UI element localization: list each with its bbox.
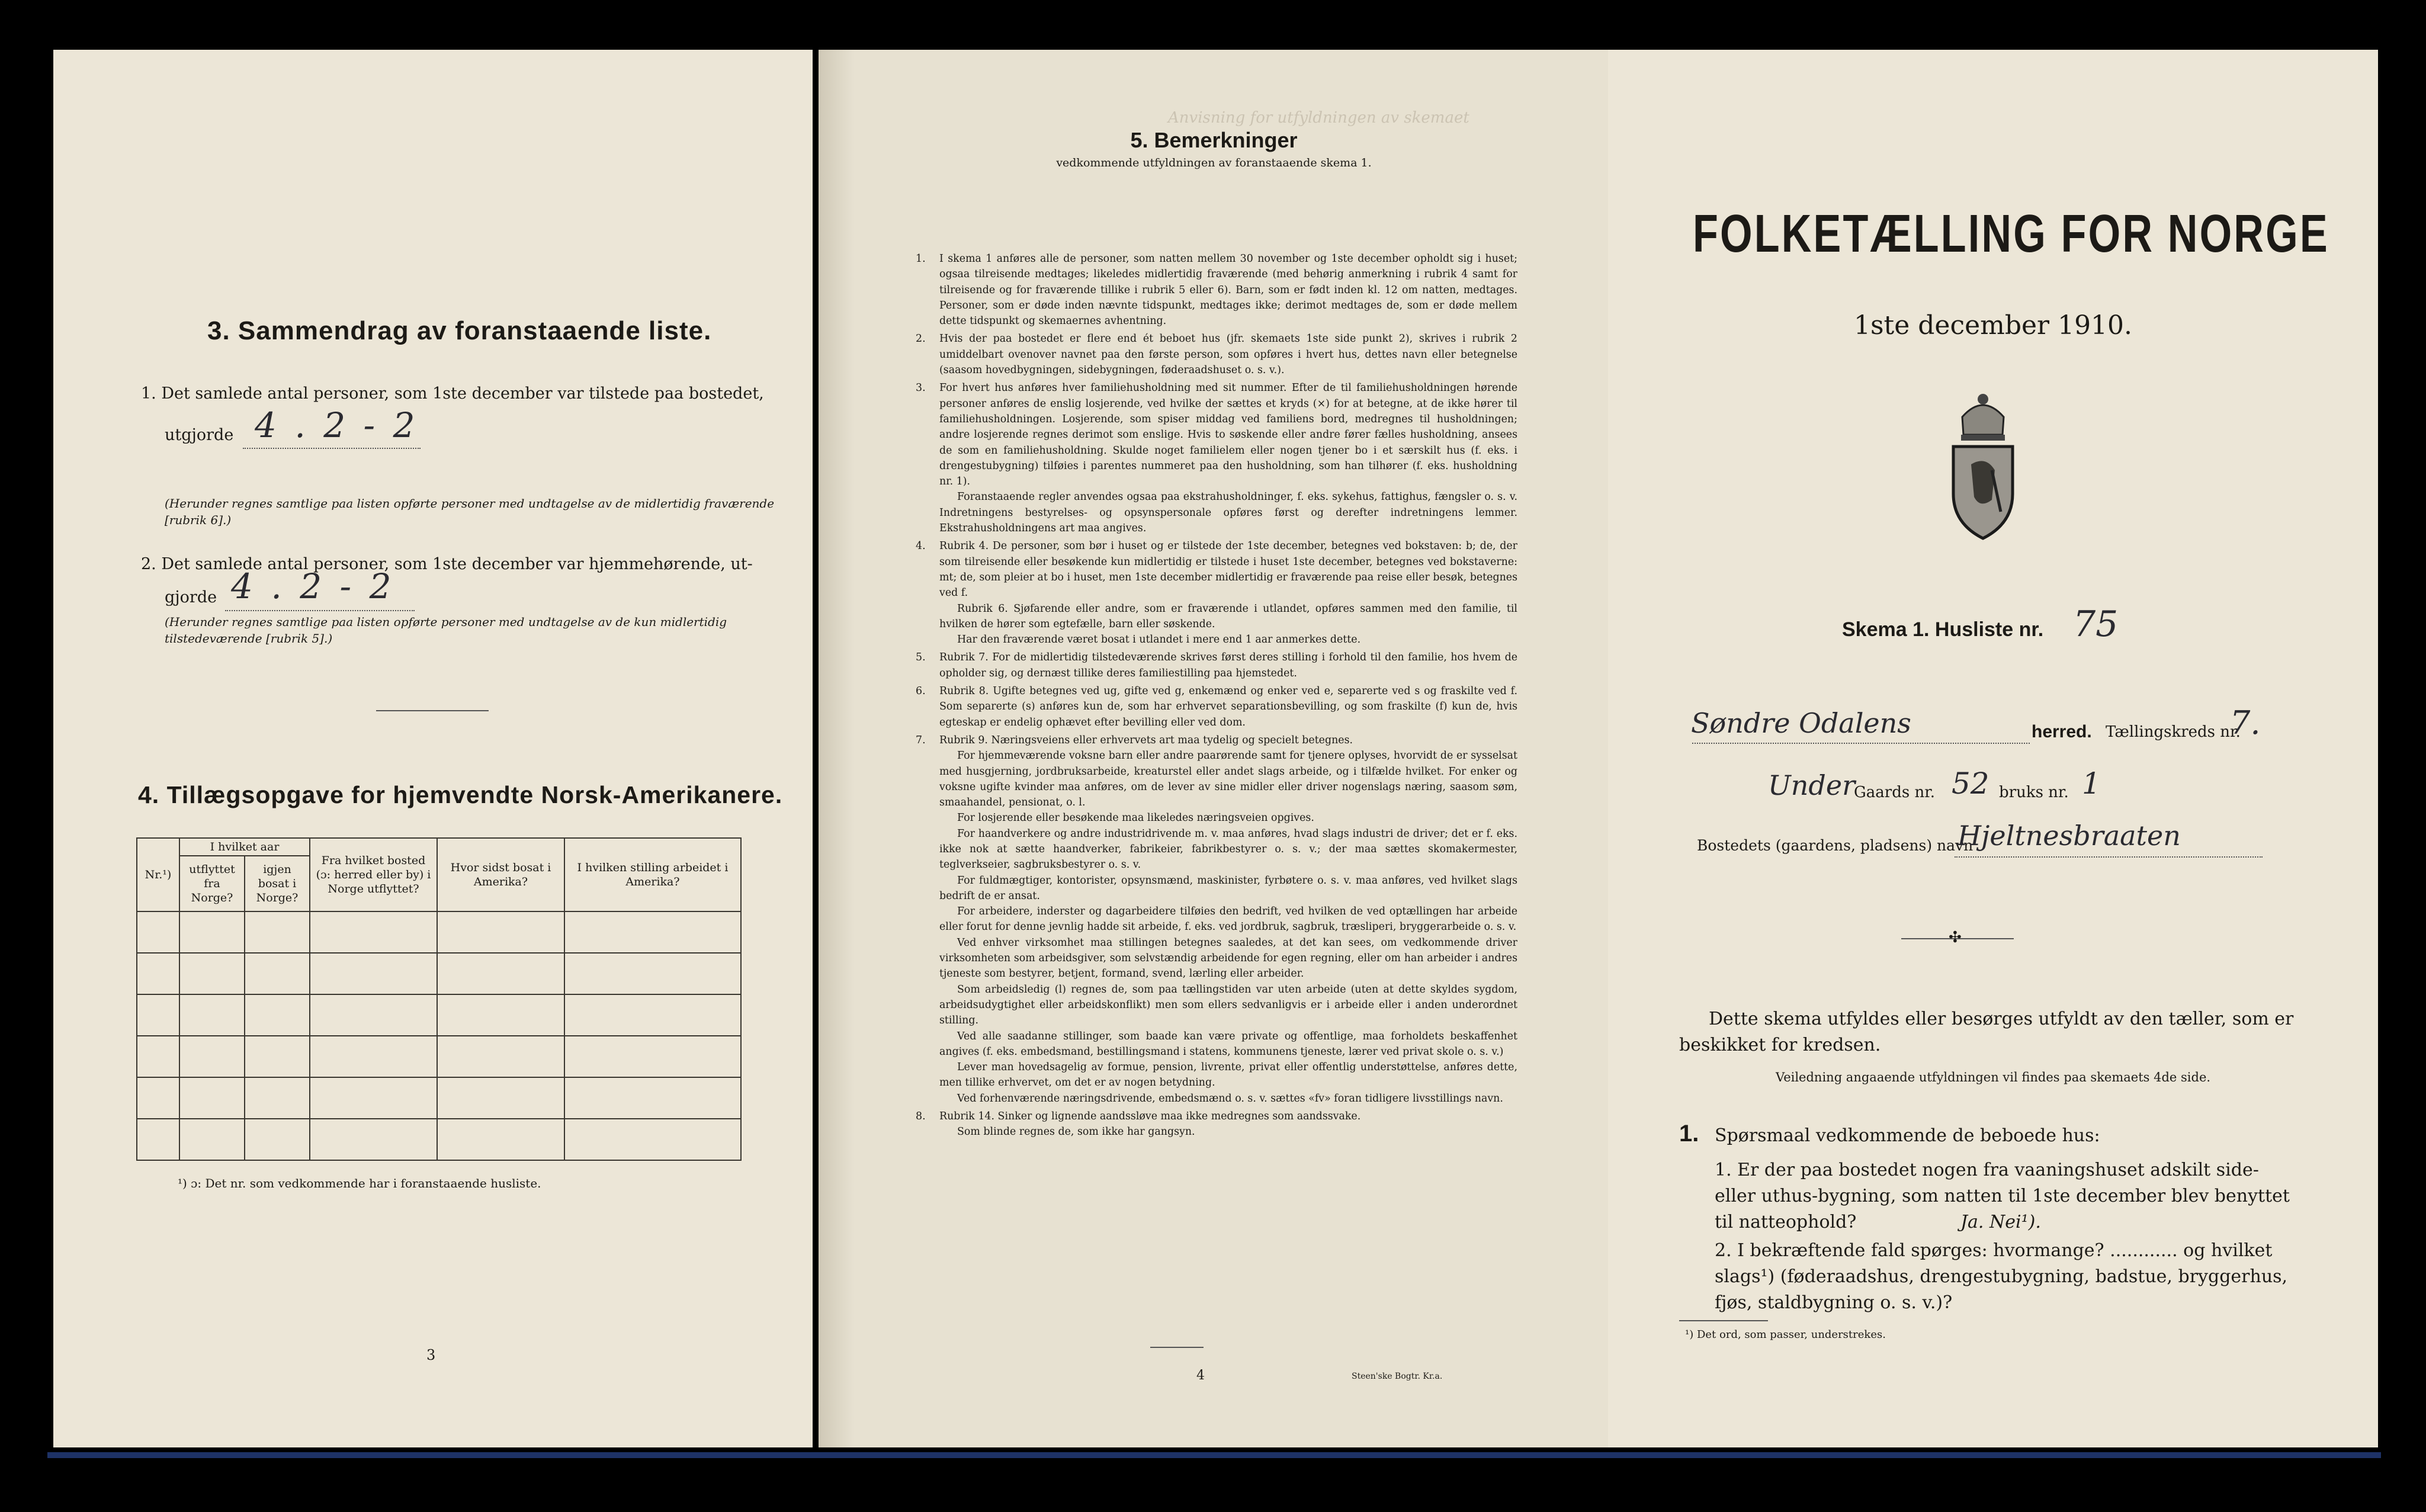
form-footnote: ¹) Det ord, som passer, understrekes. [1685, 1328, 1886, 1341]
page-number: 4 [1196, 1368, 1205, 1383]
summary-item-2: 2. Det samlede antal personer, som 1ste december var hjemmehørende, ut- [141, 555, 753, 573]
question-1: 1. Er der paa bostedet nogen fra vaaningshuset adskilt side- eller uthus-bygning, som natten til 1ste december blev benyttet til natteophold? [1715, 1160, 2290, 1232]
form-date: 1ste december 1910. [1853, 310, 2133, 341]
note-number: 5. [916, 651, 926, 664]
intro-text: Dette skema utfyldes eller besørges utfyldt av den tæller, som er beskikket for kredsen. [1679, 1009, 2294, 1055]
table-row [137, 1077, 741, 1119]
note-paragraph: I skema 1 anføres alle de personer, som natten mellem 30 november og 1ste december opholdt sig i huset; ogsaa tilreisende medtages; likeledes midlertidig fraværende (med behørig anmerkning i rubrik 4 samt for tilreisende og for fraværende tillike i rubrik 5 eller 6). Barn, som er født inden kl. 12 om natten, medtages. Personer, som er døde inden nævnte tidspunkt, medtages ikke; derimot medtages de, som er døde mellem dette tidspunkt og skemaernes avhentning. [939, 253, 1517, 328]
printer-mark: Steen'ske Bogtr. Kr.a. [1352, 1372, 1443, 1381]
divider [1679, 1320, 1768, 1321]
note-item [913, 538, 1517, 647]
bosted-label: Bostedets (gaardens, pladsens) navn [1697, 837, 1973, 854]
summary-item-2-label: gjorde [165, 588, 217, 606]
table-row [137, 994, 741, 1036]
note-paragraph: For fuldmægtiger, kontorister, opsynsmænd, maskinister, fyrbøtere o. s. v. maa anføres, ved hvilket slags bedrift de er ansat. [939, 874, 1517, 902]
note-paragraph: Som blinde regnes de, som ikke har gangsyn. [957, 1126, 1195, 1138]
note-paragraph: Lever man hovedsagelig av formue, pension, livrente, privat eller offentlig understøttelse, anføres dette, men tillike erhvervet, om det er av nogen betydning. [939, 1061, 1517, 1089]
summary-item-1-value[interactable]: 4 . 2 - 2 [255, 405, 419, 445]
notes-list [913, 251, 1517, 1142]
note-paragraph: Ved alle saadanne stillinger, som baade kan være private og offentlige, maa forholdets beskaffenhet angives (f. eks. embedsmand, bestillingsmand i statens, kommunens tjeneste, lærer ved privat skole o. s. v.) [939, 1030, 1517, 1058]
divider [376, 710, 489, 711]
note-paragraph: Rubrik 9. Næringsveiens eller erhvervets art maa tydelig og specielt betegnes. [939, 734, 1353, 746]
table-row [137, 1036, 741, 1077]
note-paragraph: Rubrik 7. For de midlertidig tilstedeværende skrives først deres stilling i forhold til den familie, hos hvem de opholder sig, og dernæst tillike deres familiestilling paa hjemstedet. [939, 651, 1517, 679]
note-paragraph: Som arbeidsledig (l) regnes de, som paa tællingstiden var uten arbeide (uten at dette skyldes sygdom, arbeidsudygtighet eller arbeidskonflikt) men som ellers sedvanligvis er i arbeide eller i anden underordnet stilling. [939, 983, 1517, 1027]
note-paragraph: For haandverkere og andre industridrivende m. v. maa anføres, hvad slags industri de driver; det er f. eks. ikke nok at sætte haandverker, fabrikeier, fabrikbestyrer o. s. v.; der maa sættes skomakermester, teglverkseier, sagbruksbestyrer o. s. v. [939, 827, 1517, 871]
note-paragraph: Ved forhenværende næringsdrivende, embedsmænd o. s. v. sættes «fv» foran tidligere livsstillings navn. [957, 1092, 1503, 1105]
herred-value[interactable]: Søndre Odalens [1691, 707, 1911, 739]
fold-shadow [819, 50, 854, 1447]
summary-item-1-label: utgjorde [165, 426, 234, 444]
question-1-answer[interactable]: Ja. Nei¹). [1960, 1212, 2041, 1232]
section-4-title: 4. Tillægsopgave for hjemvendte Norsk-Amerikanere. [138, 781, 783, 808]
note-paragraph: Foranstaaende regler anvendes ogsaa paa ekstrahusholdninger, f. eks. sykehus, fattighus, fængsler o. s. v. Indretningens bestyrelses- og opsynspersonale opføres først og derefter indretningens lemmer. Ekstrahusholdningens art maa angives. [939, 491, 1517, 535]
page-number: 3 [426, 1347, 436, 1363]
norsk-amerikaner-table [136, 837, 742, 1161]
note-item [913, 380, 1517, 536]
note-paragraph: Rubrik 6. Sjøfarende eller andre, som er fraværende i utlandet, opføres sammen med den familie, til hvilken de hører som egtefælle, barn eller søskende. [939, 602, 1517, 630]
skema-label: Skema 1. Husliste nr. [1842, 618, 2044, 641]
note-paragraph: For arbeidere, inderster og dagarbeidere tilføies den bedrift, ved hvilken de ved optællingen har arbeide eller forut for denne jevnlig hadde sit arbeide, f. eks. ved jordbruk, sagbruk, træsliperi, bryggerarbeide o. s. v. [939, 906, 1517, 933]
notes-title: 5. Bemerkninger [1130, 128, 1298, 152]
col-fra: Fra hvilket bosted (ɔ: herred eller by) i Norge utflyttet? [310, 838, 437, 911]
coat-of-arms-icon [1944, 381, 2021, 544]
note-paragraph: Rubrik 4. De personer, som bør i huset og er tilstede der 1ste december, betegnes ved bokstaven: b; de, der som tilreisende eller besøkende kun midlertidig er tilstede i huset 1ste december, betegnes ved bokstaverne: mt; de, som pleier at bo i huset, men 1ste december midlertidig er fraværende paa reise eller besøk, betegnes ved f. [939, 540, 1517, 599]
note-number: 7. [916, 734, 926, 746]
note-paragraph: For hjemmeværende voksne barn eller andre paarørende samt for tjenere oplyses, hvorvidt de er sysselsat med husgjerning, jordbruksarbeide, kreaturstel eller andet slags arbeide, og i tilfælde hvilket. For enker og voksne ugifte kvinder maa anføres, om de lever av sine midler eller driver nogenslags næring, saasom søm, smaahandel, pensionat, o. l. [939, 750, 1517, 809]
summary-item-1: 1. Det samlede antal personer, som 1ste december var tilstede paa bostedet, [141, 384, 764, 403]
note-number: 6. [916, 685, 926, 698]
note-paragraph: Ved enhver virksomhet maa stillingen betegnes saaledes, at det kan sees, om vedkommende driver virksomheten som arbeidsgiver, som selvstændig arbeidende for egen regning, eller om han arbeider i andres tjeneste som bestyrer, betjent, formand, svend, lærling eller arbeider. [939, 936, 1517, 980]
col-group-year: I hvilket aar [179, 838, 310, 856]
gaards-value[interactable]: 52 [1952, 766, 1989, 801]
bruks-label: bruks nr. [1999, 784, 2069, 801]
kreds-label: Tællingskreds nr. [2106, 723, 2241, 741]
summary-item-2-note: (Herunder regnes samtlige paa listen opførte personer med undtagelse av de kun midlertidig tilstedeværende [rubrik 5].) [165, 615, 727, 646]
note-paragraph: For losjerende eller besøkende maa likeledes næringsveien opgives. [957, 812, 1314, 824]
faded-header: Anvisning for utfyldningen av skemaet [1168, 109, 1469, 127]
scan-edge [47, 1452, 2381, 1458]
form-title: FOLKETÆLLING FOR NORGE [1693, 204, 2329, 264]
middle-page [819, 50, 1609, 1447]
herred-label: herred. [2032, 722, 2092, 741]
note-number: 4. [916, 540, 926, 553]
bosted-value[interactable]: Hjeltnesbraaten [1958, 820, 2181, 852]
note-item [913, 251, 1517, 329]
notes-subtitle: vedkommende utfyldningen av foranstaaende skema 1. [1056, 156, 1372, 169]
note-paragraph: For hvert hus anføres hver familiehusholdning med sit nummer. Efter de til familiehusholdningen hørende personer anføres de enslig losjerende, ved hvilke der sættes et kryds (×) for at betegne, at de ikke hører til familiehusholdningen. Losjerende, som spiser middag ved familiens bord, medregnes til husholdningen; andre losjerende regnes derimot som enslige. Hvis to søskende eller andre fører fælles husholdning, ansees de som en familiehusholdning. Skulde noget familielem eller nogen tjener bo i et særskilt hus (f. eks. i drengestubygning) tilføies i parentes nummeret paa den husholdning, som han tilhører (f. eks. husholdning nr. 1). [939, 382, 1517, 488]
fill-line [243, 448, 421, 449]
note-item [913, 683, 1517, 730]
bruks-value[interactable]: 1 [2082, 766, 2101, 801]
note-item [913, 331, 1517, 378]
table-footnote: ¹) ɔ: Det nr. som vedkommende har i foranstaaende husliste. [178, 1176, 541, 1190]
question-2: 2. I bekræftende fald spørges: hvormange? ............ og hvilket slags¹) (føderaadshus, drengestubygning, badstue, bryggerhus, fjøs, staldbygning o. s. v.)? [1715, 1240, 2288, 1313]
summary-item-1-note: (Herunder regnes samtlige paa listen opførte personer med undtagelse av de midlertidig fraværende [rubrik 6].) [165, 496, 775, 527]
note-number: 2. [916, 333, 926, 345]
table-row [137, 1119, 741, 1160]
divider [1150, 1347, 1204, 1348]
kreds-value[interactable]: 7. [2230, 704, 2261, 741]
under-value[interactable]: Under [1768, 769, 1856, 801]
intro-note: Veiledning angaaende utfyldningen vil findes paa skemaets 4de side. [1775, 1070, 2211, 1084]
ornament-icon: ✣ [1949, 929, 1962, 946]
col-igjen: igjen bosat i Norge? [245, 856, 310, 911]
note-paragraph: Har den fraværende været bosat i utlandet i mere end 1 aar anmerkes dette. [957, 634, 1361, 646]
husliste-number[interactable]: 75 [2073, 603, 2119, 645]
question-heading: Spørsmaal vedkommende de beboede hus: [1715, 1125, 2100, 1146]
col-hvor: Hvor sidst bosat i Amerika? [437, 838, 564, 911]
note-paragraph: Hvis der paa bostedet er flere end ét beboet hus (jfr. skemaets 1ste side punkt 2), skrives i rubrik 2 umiddelbart ovenover navnet paa den første person, som opføres i hvert hus, dettes navn eller betegnelse (saasom hovedbygningen, sidebygningen, føderaadshuset o. s. v.). [939, 333, 1517, 377]
section-3-title: 3. Sammendrag av foranstaaende liste. [207, 316, 712, 345]
note-item [913, 1109, 1517, 1140]
col-utflyttet: utflyttet fra Norge? [179, 856, 245, 911]
gaards-label: Gaards nr. [1854, 784, 1936, 801]
question-heading-number: 1. [1679, 1121, 1699, 1147]
note-item [913, 733, 1517, 1106]
fill-line [225, 610, 415, 611]
note-paragraph: Rubrik 8. Ugifte betegnes ved ug, gifte ved g, enkemænd og enker ved e, separerte ved s og fraskilte ved f. Som separerte (s) anføres kun de, som har erhvervet separationsbevilling, og som fraskilte (f) kun de, hvis egteskap er endelig ophævet efter bevilling eller ved dom. [939, 685, 1517, 728]
col-nr: Nr.¹) [137, 838, 179, 911]
form-title-wrap [1608, 204, 2378, 265]
note-number: 8. [916, 1110, 926, 1123]
summary-item-2-value[interactable]: 4 . 2 - 2 [231, 566, 395, 606]
table-row [137, 953, 741, 994]
left-page [53, 50, 813, 1447]
note-paragraph: Rubrik 14. Sinker og lignende aandssløve maa ikke medregnes som aandssvake. [939, 1110, 1361, 1123]
fill-line [1955, 856, 2263, 858]
fill-line [1692, 743, 2030, 744]
note-item [913, 650, 1517, 681]
note-number: 3. [916, 382, 926, 394]
right-page [1608, 50, 2378, 1447]
col-stilling: I hvilken stilling arbeidet i Amerika? [564, 838, 741, 911]
note-number: 1. [916, 253, 926, 265]
table-row [137, 911, 741, 953]
